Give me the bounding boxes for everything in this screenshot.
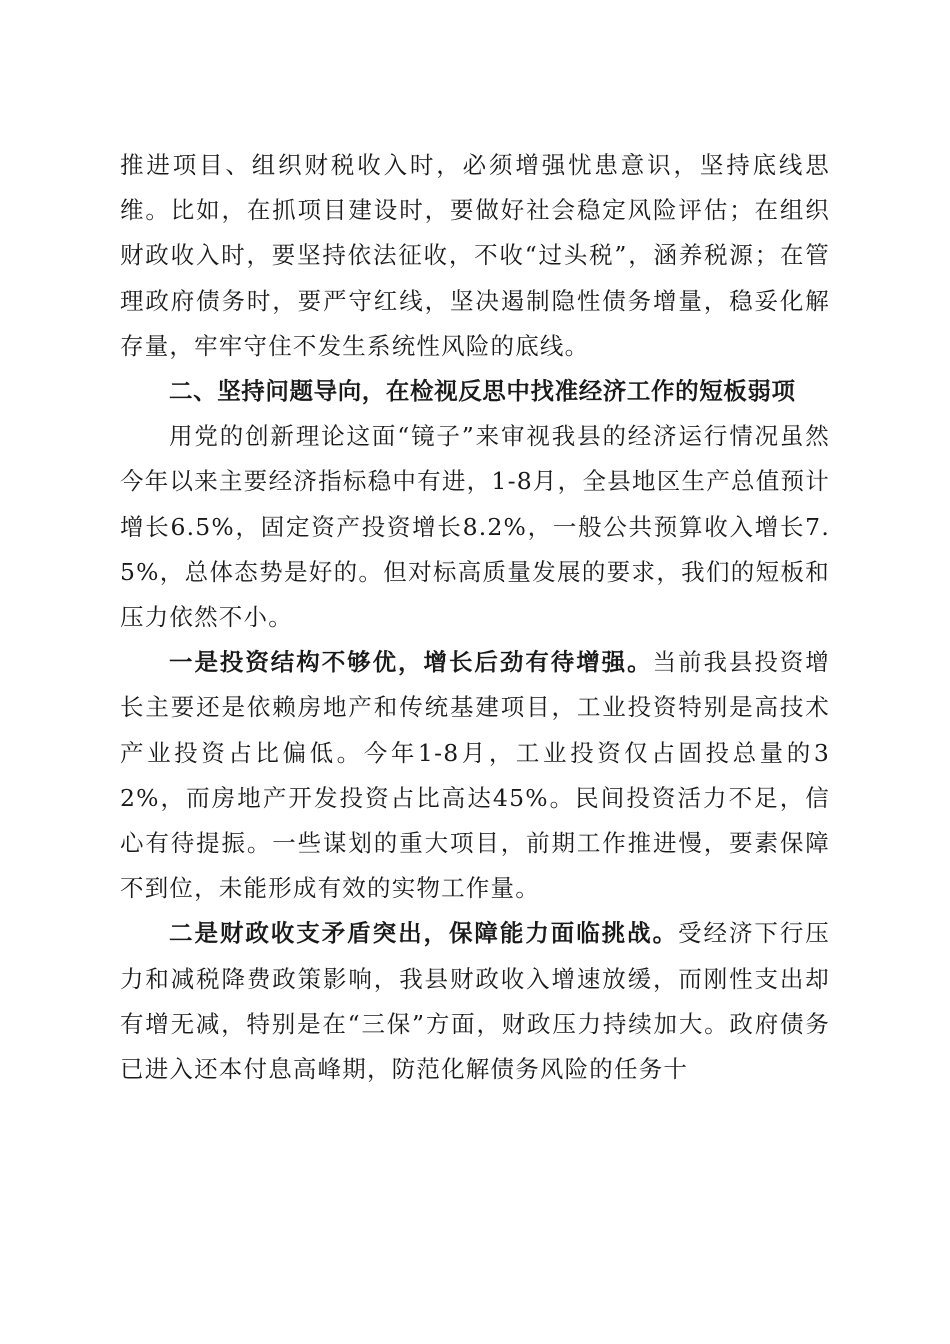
section-heading-problem-orientation: 二、坚持问题导向，在检视反思中找准经济工作的短板弱项 — [169, 377, 796, 406]
paragraph-investment-structure — [120, 640, 830, 911]
paragraph-fiscal-pressure — [120, 911, 830, 1092]
lead-sentence-fiscal: 二是财政收支矛盾突出，保障能力面临挑战。 — [169, 919, 679, 948]
paragraph-economic-overview: 用党的创新理论这面“镜子”来审视我县的经济运行情况虽然今年以来主要经济指标稳中有进，1-8月，全县地区生产总值预计增长6.5%，固定资产投资增长8.2%，一般公共预算收入增长7.5%，总体态势是好的。但对标高质量发展的要求，我们的短板和压力依然不小。 — [120, 422, 830, 632]
document-page — [120, 143, 830, 1092]
lead-sentence-investment: 一是投资结构不够优，增长后劲有待增强。 — [169, 648, 653, 677]
paragraph-bottom-line-thinking: 推进项目、组织财税收入时，必须增强忧患意识，坚持底线思维。比如，在抓项目建设时，要做好社会稳定风险评估；在组织财政收入时，要坚持依法征收，不收“过头税”，涵养税源；在管理政府债务时，要严守红线，坚决遏制隐性债务增量，稳妥化解存量，牢牢守住不发生系统性风险的底线。 — [120, 151, 830, 360]
body-text-investment: 当前我县投资增长主要还是依赖房地产和传统基建项目，工业投资特别是高技术产业投资占比偏低。今年1-8月，工业投资仅占固投总量的32%，而房地产开发投资占比高达45%。民间投资活力不足，信心有待提振。一些谋划的重大项目，前期工作推进慢，要素保障不到位，未能形成有效的实物工作量。 — [120, 648, 830, 903]
body-text-fiscal: 受经济下行压力和减税降费政策影响，我县财政收入增速放缓，而刚性支出却有增无减，特别是在“三保”方面，财政压力持续加大。政府债务已进入还本付息高峰期，防范化解债务风险的任务十 — [120, 919, 831, 1084]
